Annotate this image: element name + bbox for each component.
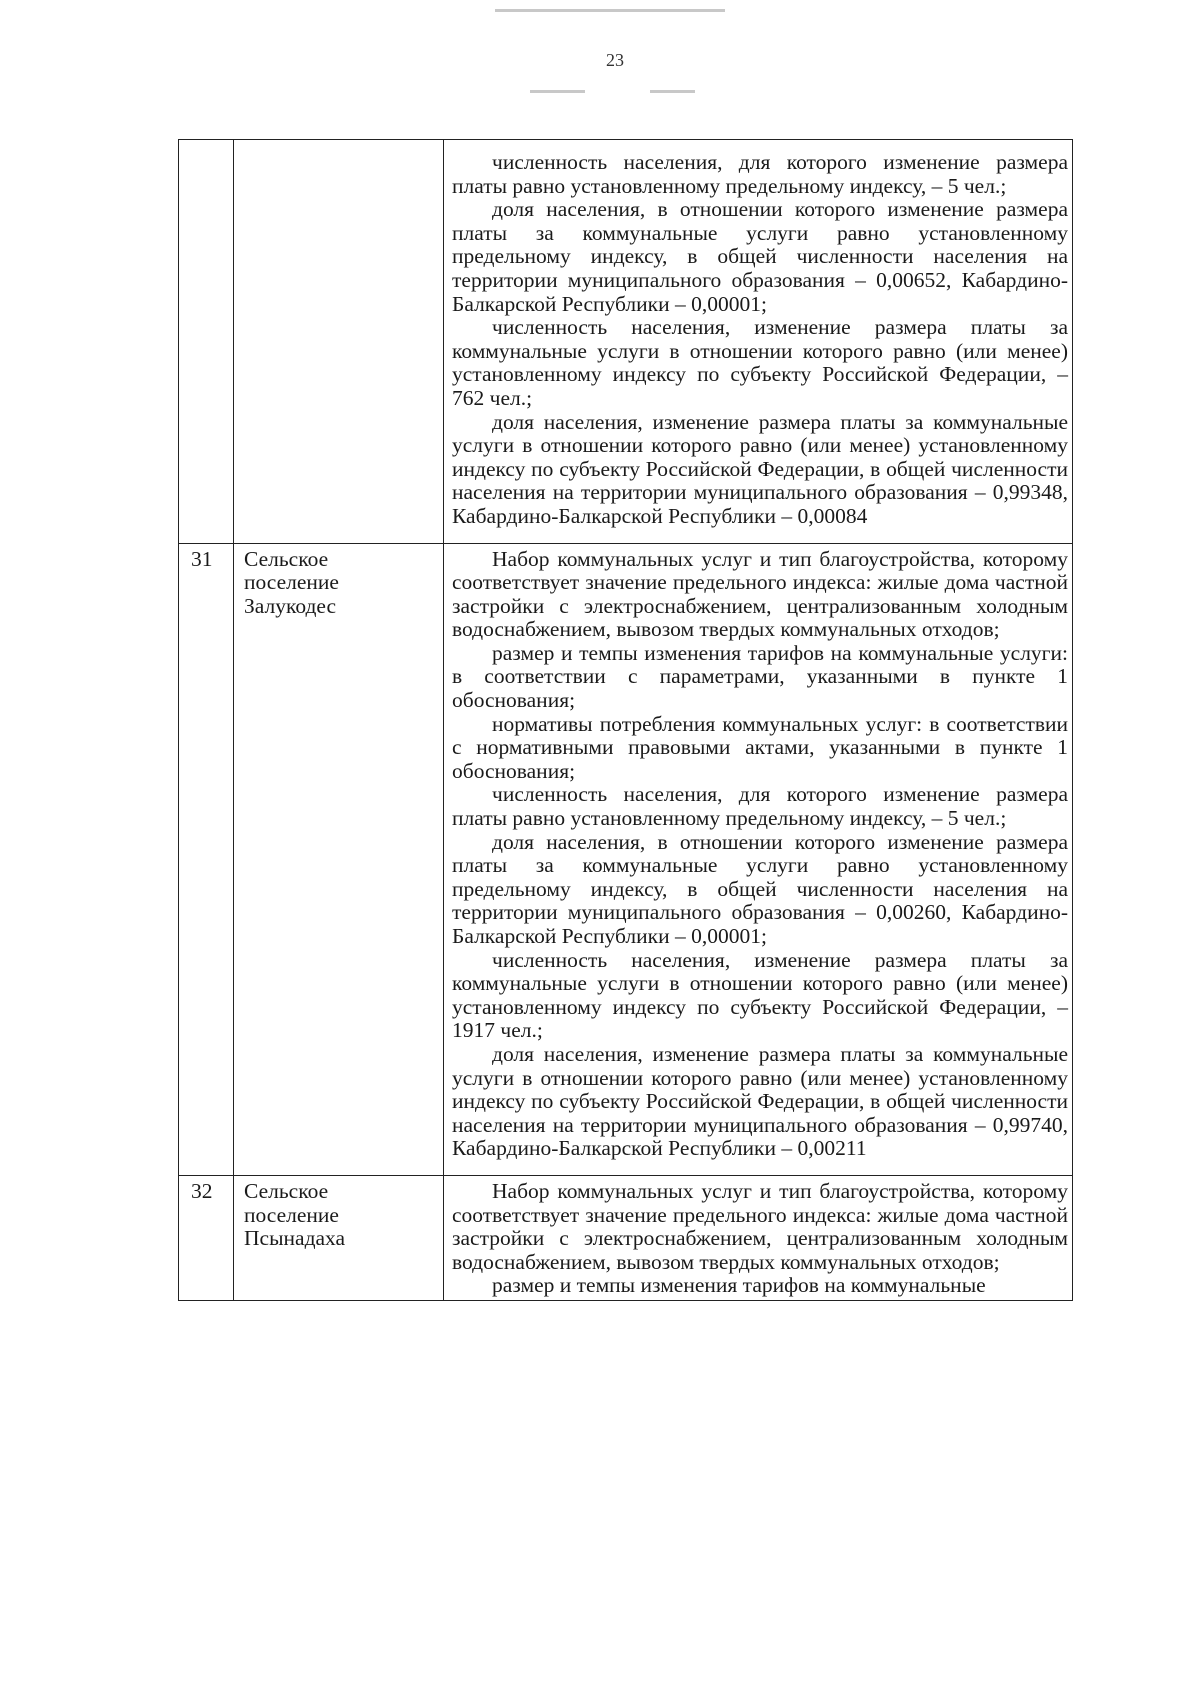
settlement-name-line: поселение bbox=[244, 1202, 339, 1227]
row-number bbox=[179, 140, 234, 544]
paragraph: доля населения, изменение размера платы за коммунальные услуги в отношении которого равно (или менее) установленному индексу по субъекту Российской Федерации, в общей численности населения на территории муниципального образования – 0,99348, Кабардино-Балкарской Республики – 0,00084 bbox=[452, 409, 1068, 528]
row-number: 32 bbox=[179, 1175, 234, 1300]
settlement-name-line: Сельское bbox=[244, 546, 329, 571]
description-cell bbox=[444, 1175, 1073, 1300]
description-cell bbox=[444, 543, 1073, 1175]
paragraph: численность населения, для которого изменение размера платы равно установленному предельному индексу, – 5 чел.; bbox=[452, 150, 1068, 198]
paragraph: численность населения, изменение размера платы за коммунальные услуги в отношении которого равно (или менее) установленному индексу по субъекту Российской Федерации, – 1917 чел.; bbox=[452, 947, 1068, 1043]
scan-artifact bbox=[530, 90, 585, 93]
page-number: 23 bbox=[606, 50, 624, 70]
settlement-name-line: Сельское bbox=[244, 1178, 329, 1203]
scan-artifact bbox=[650, 90, 695, 93]
description-cell bbox=[444, 140, 1073, 544]
table-row bbox=[179, 1175, 1073, 1300]
paragraph: размер и темпы изменения тарифов на коммунальные bbox=[492, 1273, 986, 1298]
paragraph: доля населения, в отношении которого изменение размера платы за коммунальные услуги равно установленному предельному индексу, в общей численности населения на территории муниципального образования – 0,00652, Кабардино-Балкарской Республики – 0,00001; bbox=[452, 197, 1068, 316]
table-row bbox=[179, 543, 1073, 1175]
paragraph: Набор коммунальных услуг и тип благоустройства, которому соответствует значение предельного индекса: жилые дома частной застройки с электроснабжением, централизованным холодным водоснабжением, вывозом твердых коммунальных отходов; bbox=[452, 546, 1068, 642]
settlement-name bbox=[234, 140, 444, 544]
paragraph: доля населения, в отношении которого изменение размера платы за коммунальные услуги равно установленному предельному индексу, в общей численности населения на территории муниципального образования – 0,00260, Кабардино-Балкарской Республики – 0,00001; bbox=[452, 829, 1068, 948]
row-number: 31 bbox=[179, 543, 234, 1175]
paragraph: доля населения, изменение размера платы за коммунальные услуги в отношении которого равно (или менее) установленному индексу по субъекту Российской Федерации, в общей численности населения на территории муниципального образования – 0,99740, Кабардино-Балкарской Республики – 0,00211 bbox=[452, 1041, 1068, 1161]
settlement-name-line: Залукодес bbox=[244, 593, 337, 618]
scan-artifact bbox=[495, 9, 725, 12]
settlement-name-line: Псынадаха bbox=[244, 1226, 346, 1251]
settlement-name bbox=[234, 1175, 444, 1300]
table-row bbox=[179, 140, 1073, 544]
settlement-name bbox=[234, 543, 444, 1175]
tariff-table bbox=[178, 139, 1073, 1301]
paragraph: Набор коммунальных услуг и тип благоустройства, которому соответствует значение предельного индекса: жилые дома частной застройки с электроснабжением, централизованным холодным водоснабжением, вывозом твердых коммунальных отходов; bbox=[452, 1178, 1068, 1274]
paragraph: численность населения, изменение размера платы за коммунальные услуги в отношении которого равно (или менее) установленному индексу по субъекту Российской Федерации, – 762 чел.; bbox=[452, 315, 1068, 410]
paragraph: нормативы потребления коммунальных услуг: в соответствии с нормативными правовыми актами, указанными в пункте 1 обоснования; bbox=[452, 711, 1068, 783]
settlement-name-line: поселение bbox=[244, 570, 339, 595]
paragraph: размер и темпы изменения тарифов на коммунальные услуги: в соответствии с параметрами, указанными в пункте 1 обоснования; bbox=[452, 640, 1068, 713]
paragraph: численность населения, для которого изменение размера платы равно установленному предельному индексу, – 5 чел.; bbox=[452, 782, 1068, 831]
